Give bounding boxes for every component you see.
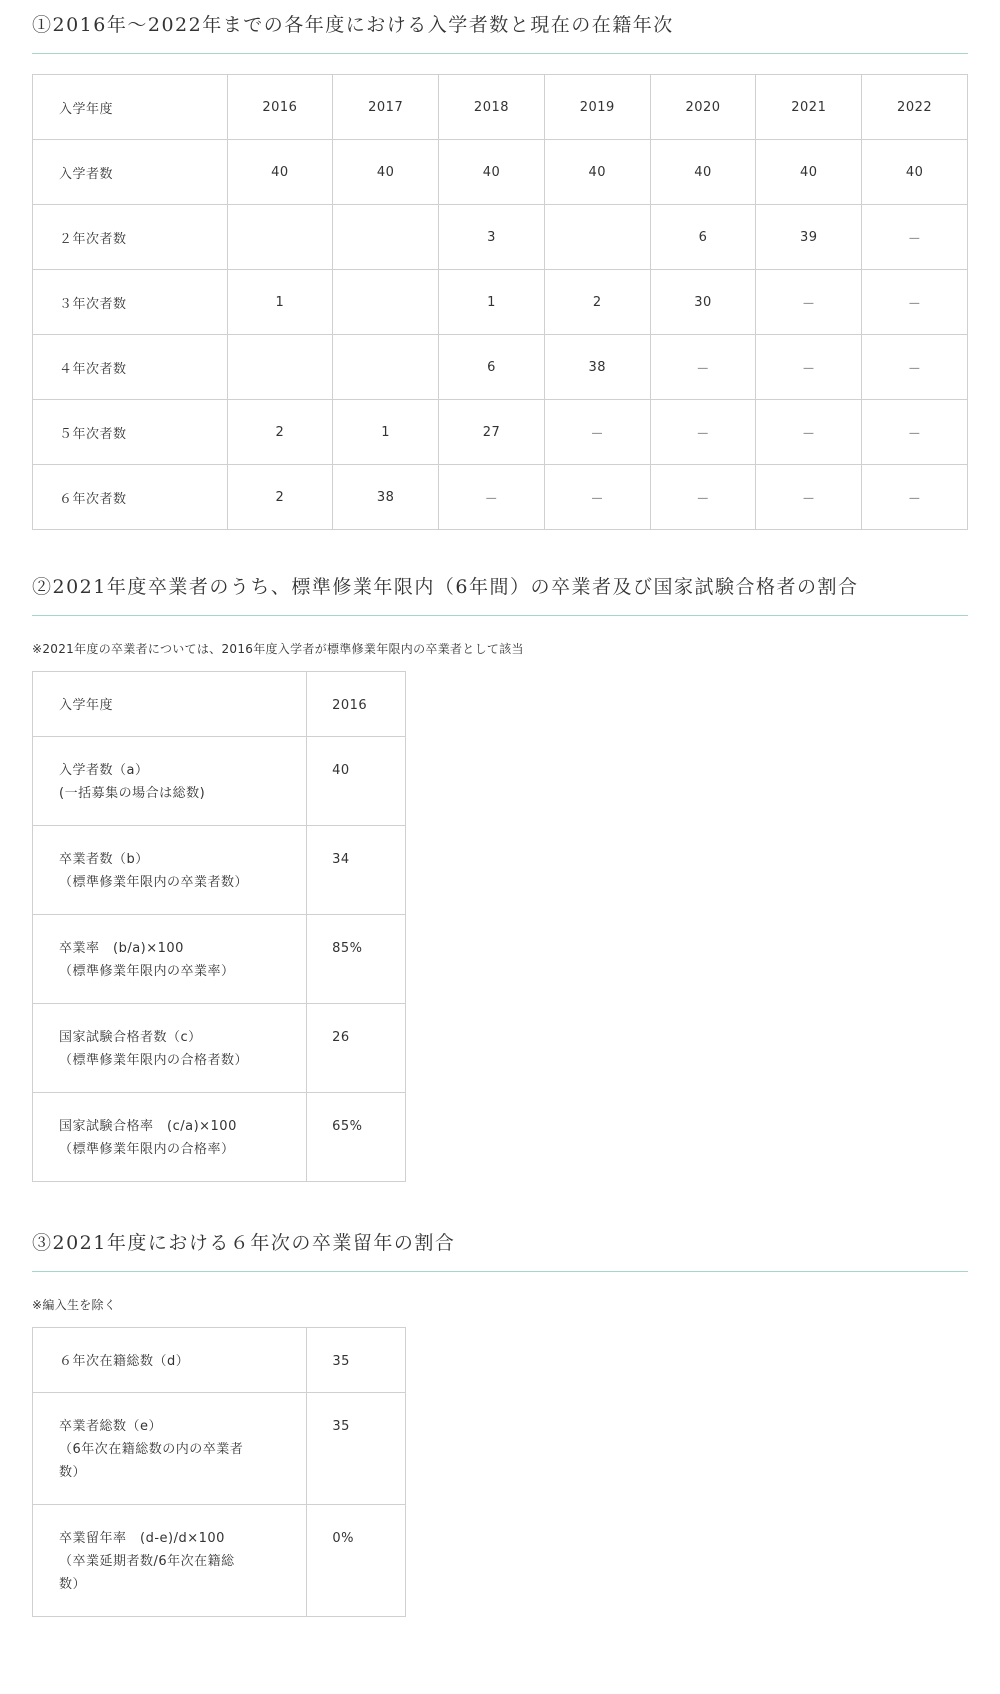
section2-note: ※2021年度の卒業者については、2016年度入学者が標準修業年限内の卒業者として該当 [32, 642, 524, 656]
table-cell: － [862, 270, 968, 335]
table-cell: － [756, 335, 862, 400]
row-value: 0% [307, 1505, 406, 1617]
retention-table [32, 1327, 406, 1617]
table-cell [333, 205, 439, 270]
table-row [33, 465, 968, 530]
table-cell: － [862, 335, 968, 400]
row-label-line3: 数） [59, 1465, 87, 1480]
row-label-line1: 入学者数（a） [59, 763, 149, 778]
row-label [33, 1004, 307, 1093]
table-row [33, 1328, 406, 1393]
table-cell: 1 [227, 270, 333, 335]
year-cell: 2021 [756, 75, 862, 140]
row-label-line1: 卒業率 (b/a)×100 [59, 941, 184, 956]
table-row [33, 205, 968, 270]
table-row [33, 1004, 406, 1093]
table-row [33, 737, 406, 826]
table-row [33, 1093, 406, 1182]
page-content [32, 0, 968, 1617]
graduation-table [32, 671, 406, 1182]
table-cell: 1 [333, 400, 439, 465]
table-row [33, 915, 406, 1004]
table-cell: 40 [756, 140, 862, 205]
table-row [33, 1505, 406, 1617]
table-cell: 27 [439, 400, 545, 465]
row-label-line1: 国家試験合格者数（c） [59, 1030, 202, 1045]
row-label: ２年次者数 [33, 205, 228, 270]
row-label-line2: （卒業延期者数/6年次在籍総 [59, 1554, 235, 1569]
row-value: 34 [307, 826, 406, 915]
row-value: 35 [307, 1393, 406, 1505]
section3-heading: ③2021年度における６年次の卒業留年の割合 [32, 1218, 968, 1272]
row-label-line2: （標準修業年限内の合格者数） [59, 1053, 249, 1068]
row-label [33, 737, 307, 826]
table-cell: － [756, 465, 862, 530]
row-value: 40 [307, 737, 406, 826]
row-label: ５年次者数 [33, 400, 228, 465]
table-cell: 6 [439, 335, 545, 400]
table-cell: － [862, 400, 968, 465]
year-cell: 2022 [862, 75, 968, 140]
table-cell: － [650, 335, 756, 400]
table-cell: 40 [227, 140, 333, 205]
row-label: ６年次者数 [33, 465, 228, 530]
table-cell: － [862, 205, 968, 270]
table-row [33, 826, 406, 915]
table-cell: 3 [439, 205, 545, 270]
table-cell [227, 205, 333, 270]
row-label-line1: 卒業者総数（e） [59, 1419, 162, 1434]
row-label-line2: （標準修業年限内の卒業率） [59, 964, 235, 979]
table-cell: 40 [439, 140, 545, 205]
row-label-line2: （標準修業年限内の卒業者数） [59, 875, 249, 890]
table-cell: － [650, 465, 756, 530]
table-cell: 39 [756, 205, 862, 270]
header-label: 入学年度 [33, 75, 228, 140]
row-value: 65% [307, 1093, 406, 1182]
row-label: 入学者数 [33, 140, 228, 205]
table-cell: － [544, 465, 650, 530]
table-cell: － [756, 270, 862, 335]
row-label-line2: （標準修業年限内の合格率） [59, 1142, 235, 1157]
section2-heading: ②2021年度卒業者のうち、標準修業年限内（6年間）の卒業者及び国家試験合格者の割合 [32, 562, 968, 616]
row-label-line2: (一括募集の場合は総数) [59, 786, 206, 801]
table-cell: 2 [227, 400, 333, 465]
row-label [33, 1505, 307, 1617]
table-cell: 38 [333, 465, 439, 530]
table-cell [333, 335, 439, 400]
row-label [33, 1093, 307, 1182]
row-label-line1: 国家試験合格率 (c/a)×100 [59, 1119, 237, 1134]
table-row [33, 270, 968, 335]
row-label-line3: 数） [59, 1577, 87, 1592]
table-cell: 1 [439, 270, 545, 335]
enrollment-table [32, 74, 968, 530]
row-value: 85% [307, 915, 406, 1004]
row-label: ３年次者数 [33, 270, 228, 335]
table-cell: 38 [544, 335, 650, 400]
table-cell: 6 [650, 205, 756, 270]
table-row [33, 1393, 406, 1505]
table-cell [544, 205, 650, 270]
row-label: ６年次在籍総数（d） [33, 1328, 307, 1393]
table-cell: － [439, 465, 545, 530]
table-row [33, 400, 968, 465]
row-label-line1: 卒業留年率 (d-e)/d×100 [59, 1531, 225, 1546]
row-value: 26 [307, 1004, 406, 1093]
table-cell: 40 [333, 140, 439, 205]
row-label [33, 1393, 307, 1505]
year-cell: 2020 [650, 75, 756, 140]
table-row [33, 140, 968, 205]
section3-note: ※編入生を除く [32, 1298, 117, 1312]
table-cell: 30 [650, 270, 756, 335]
table-cell: － [650, 400, 756, 465]
table-cell [227, 335, 333, 400]
year-cell: 2019 [544, 75, 650, 140]
row-label [33, 915, 307, 1004]
row-label-line2: （6年次在籍総数の内の卒業者 [59, 1442, 244, 1457]
year-cell: 2016 [227, 75, 333, 140]
table-cell: － [544, 400, 650, 465]
header-label: 入学年度 [33, 672, 307, 737]
year-cell: 2018 [439, 75, 545, 140]
table-cell: 2 [227, 465, 333, 530]
header-value: 2016 [307, 672, 406, 737]
table-cell: 40 [862, 140, 968, 205]
table-cell: － [862, 465, 968, 530]
table-cell: 40 [544, 140, 650, 205]
row-value: 35 [307, 1328, 406, 1393]
row-label: ４年次者数 [33, 335, 228, 400]
table-cell: 2 [544, 270, 650, 335]
table-cell: 40 [650, 140, 756, 205]
row-label-line1: 卒業者数（b） [59, 852, 149, 867]
table-header-row [33, 75, 968, 140]
row-label [33, 826, 307, 915]
table-header-row [33, 672, 406, 737]
section1-heading: ①2016年～2022年までの各年度における入学者数と現在の在籍年次 [32, 0, 968, 54]
year-cell: 2017 [333, 75, 439, 140]
table-cell: － [756, 400, 862, 465]
table-row [33, 335, 968, 400]
table-cell [333, 270, 439, 335]
